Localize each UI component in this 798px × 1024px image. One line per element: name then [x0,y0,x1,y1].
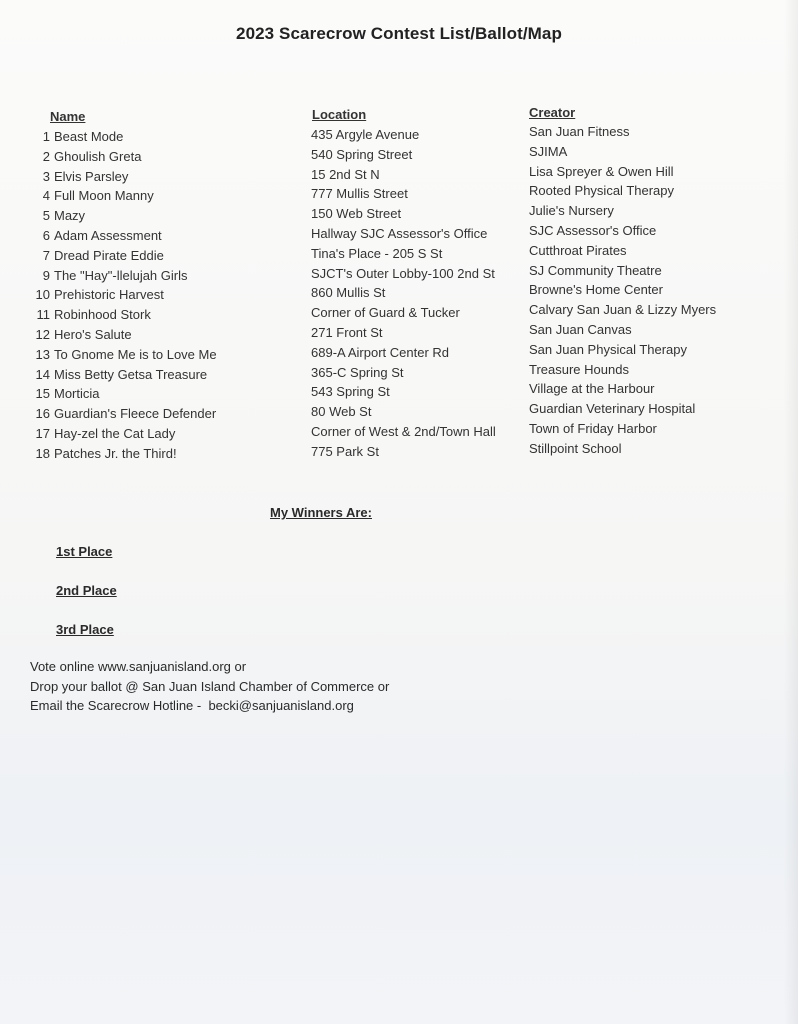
entry-creator: Village at the Harbour [529,381,655,397]
entry-number: 10 [35,287,50,303]
entry-name: Morticia [54,386,100,402]
entry-number: 3 [42,168,50,184]
entry-location: Tina's Place - 205 S St [311,245,443,261]
entry-name: Mazy [54,208,86,224]
third-place-label: 3rd Place [56,622,114,637]
entry-creator: SJIMA [529,143,568,159]
entry-name-row [34,127,304,147]
entry-name-row [34,384,304,404]
entry-number: 1 [42,129,50,144]
entry-location: Hallway SJC Assessor's Office [311,225,488,241]
header-location: Location [312,107,367,122]
entry-name: Miss Betty Getsa Treasure [54,366,208,382]
header-name: Name [50,109,86,124]
location-column [311,125,526,462]
entry-creator: San Juan Physical Therapy [529,341,688,357]
entry-number: 2 [42,148,50,164]
entry-creator: Browne's Home Center [529,282,663,298]
entry-creator: Rooted Physical Therapy [529,183,675,199]
entry-creator: SJC Assessor's Office [529,222,657,238]
vote-online-line: Vote online www.sanjuanisland.org or [30,659,247,674]
entry-name: Full Moon Manny [54,188,154,204]
entry-name-row [34,186,304,206]
creator-column [529,122,789,459]
entry-name-row [34,147,304,167]
entry-name: Elvis Parsley [54,168,129,184]
entry-name: To Gnome Me is to Love Me [54,346,217,362]
entry-creator: Lisa Spreyer & Owen Hill [529,163,674,179]
entry-creator: San Juan Fitness [529,124,630,139]
entry-number: 13 [35,346,50,362]
entry-number: 15 [35,386,50,402]
entry-name: Dread Pirate Eddie [54,247,164,263]
entry-location: 150 Web Street [311,206,402,222]
entry-location: 777 Mullis Street [311,186,408,202]
entry-creator: Calvary San Juan & Lizzy Myers [529,302,717,318]
entry-name-row [34,365,304,385]
entry-creator: Treasure Hounds [529,361,629,377]
entry-name: Hero's Salute [54,326,132,342]
entry-location: 80 Web St [311,404,372,420]
entry-name-row [34,226,304,246]
drop-ballot-line: Drop your ballot @ San Juan Island Chamber of Commerce or [30,678,390,694]
entry-number: 18 [35,445,50,461]
entry-location: Corner of Guard & Tucker [311,305,460,321]
entry-number: 6 [42,227,50,243]
first-place-label: 1st Place [56,544,113,559]
entry-location: 860 Mullis St [311,285,386,301]
entry-name-row [34,206,304,226]
entry-location: 15 2nd St N [311,166,380,182]
entry-name: Hay-zel the Cat Lady [54,425,176,441]
email-hotline-line: Email the Scarecrow Hotline - becki@sanjuanisland.org [30,698,354,713]
name-column [34,127,304,464]
entry-number: 9 [42,267,50,283]
entry-location: 775 Park St [311,443,379,459]
entry-location: 540 Spring Street [311,146,413,162]
entry-name-row [34,266,304,286]
entry-name: The "Hay"-llelujah Girls [54,267,188,283]
entry-location: 543 Spring St [311,384,390,400]
second-place-label: 2nd Place [56,583,117,598]
entry-number: 5 [42,208,50,224]
winners-heading: My Winners Are: [270,505,372,520]
entry-name: Adam Assessment [54,227,162,243]
entry-creator: Guardian Veterinary Hospital [529,401,696,417]
entry-location: Corner of West & 2nd/Town Hall [311,423,496,439]
entry-name-row [34,444,304,464]
entry-number: 4 [42,188,50,204]
entry-creator: Cutthroat Pirates [529,242,627,258]
entry-name-row [34,305,304,325]
entry-location: 435 Argyle Avenue [311,127,420,142]
entry-location: SJCT's Outer Lobby-100 2nd St [311,265,495,281]
entry-name-row [34,404,304,424]
entry-number: 17 [35,425,50,441]
entry-location: 689-A Airport Center Rd [311,344,450,360]
page-title: 2023 Scarecrow Contest List/Ballot/Map [236,24,562,43]
entry-name: Guardian's Fleece Defender [54,406,217,422]
entry-name-row [34,325,304,345]
entry-number: 16 [35,406,50,422]
entry-location: 271 Front St [311,324,383,340]
entry-name-row [34,285,304,305]
entry-name: Robinhood Stork [54,307,151,323]
entry-name: Beast Mode [54,129,124,144]
entry-number: 7 [42,247,50,263]
entry-name-row [34,246,304,266]
entry-location: 365-C Spring St [311,364,404,380]
entry-creator: Stillpoint School [529,440,622,456]
entry-name-row [34,167,304,187]
entry-creator: SJ Community Theatre [529,262,662,278]
entry-number: 11 [36,307,50,323]
entry-name-row [34,345,304,365]
entry-name-row [34,424,304,444]
entry-name: Ghoulish Greta [54,148,142,164]
entry-number: 14 [35,366,50,382]
header-creator: Creator [529,105,576,120]
entry-name: Patches Jr. the Third! [54,445,177,461]
entry-number: 12 [35,326,50,342]
entry-creator: San Juan Canvas [529,321,632,337]
entry-creator: Julie's Nursery [529,203,614,219]
entry-name: Prehistoric Harvest [54,287,164,303]
entry-creator: Town of Friday Harbor [529,420,657,436]
voting-instructions [30,657,389,716]
